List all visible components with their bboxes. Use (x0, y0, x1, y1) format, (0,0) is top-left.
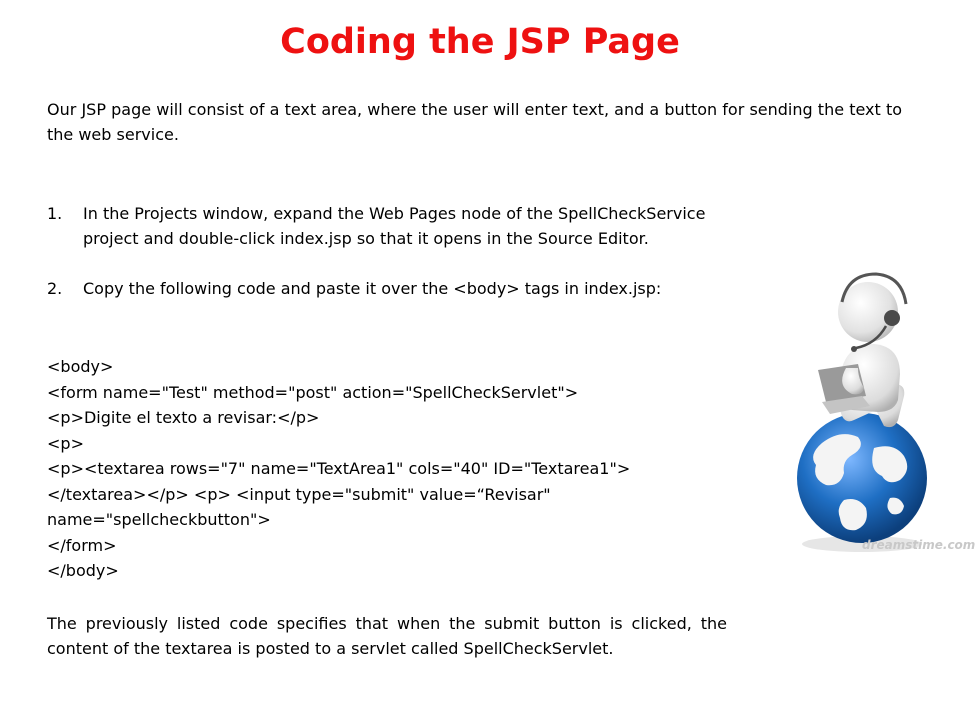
outro-paragraph: The previously listed code specifies that when the submit button is clicked, the content of the textarea is posted to a servlet called SpellCheckServlet. (47, 614, 727, 658)
code-block (47, 354, 727, 584)
step-number: 1. (47, 204, 63, 223)
code-line: <form name="Test" method="post" action="SpellCheckServlet"> (47, 382, 579, 402)
step-item-1 (47, 201, 747, 251)
step-number: 2. (47, 279, 63, 298)
step-item-2 (47, 276, 747, 301)
slide-title: Coding the JSP Page (280, 22, 680, 62)
code-line: </body> (47, 561, 119, 580)
code-line: <p><textarea rows="7" name="TextArea1" cols="40" ID="Textarea1"></textarea></p> <p> <input type="submit" value=“Revisar" name="spellcheckbutton"> (47, 459, 631, 529)
code-line: </form> (47, 535, 117, 555)
intro-paragraph: Our JSP page will consist of a text area, where the user will enter text, and a button for sending the text to the web service. (47, 100, 902, 144)
step-text: Copy the following code and paste it over the <body> tags in index.jsp: (83, 279, 662, 298)
3d-person-headset-laptop-on-globe-icon (782, 268, 962, 568)
code-line: <body> (47, 357, 114, 376)
watermark: dreamstime.com (862, 538, 975, 552)
code-line: <p> (47, 433, 84, 453)
code-line: <p>Digite el texto a revisar:</p> (47, 408, 320, 427)
person-on-globe-illustration (782, 268, 962, 568)
steps-list (47, 201, 747, 301)
step-text: In the Projects window, expand the Web Pages node of the SpellCheckService project and double-click index.jsp so that it opens in the Source Editor. (83, 204, 706, 248)
